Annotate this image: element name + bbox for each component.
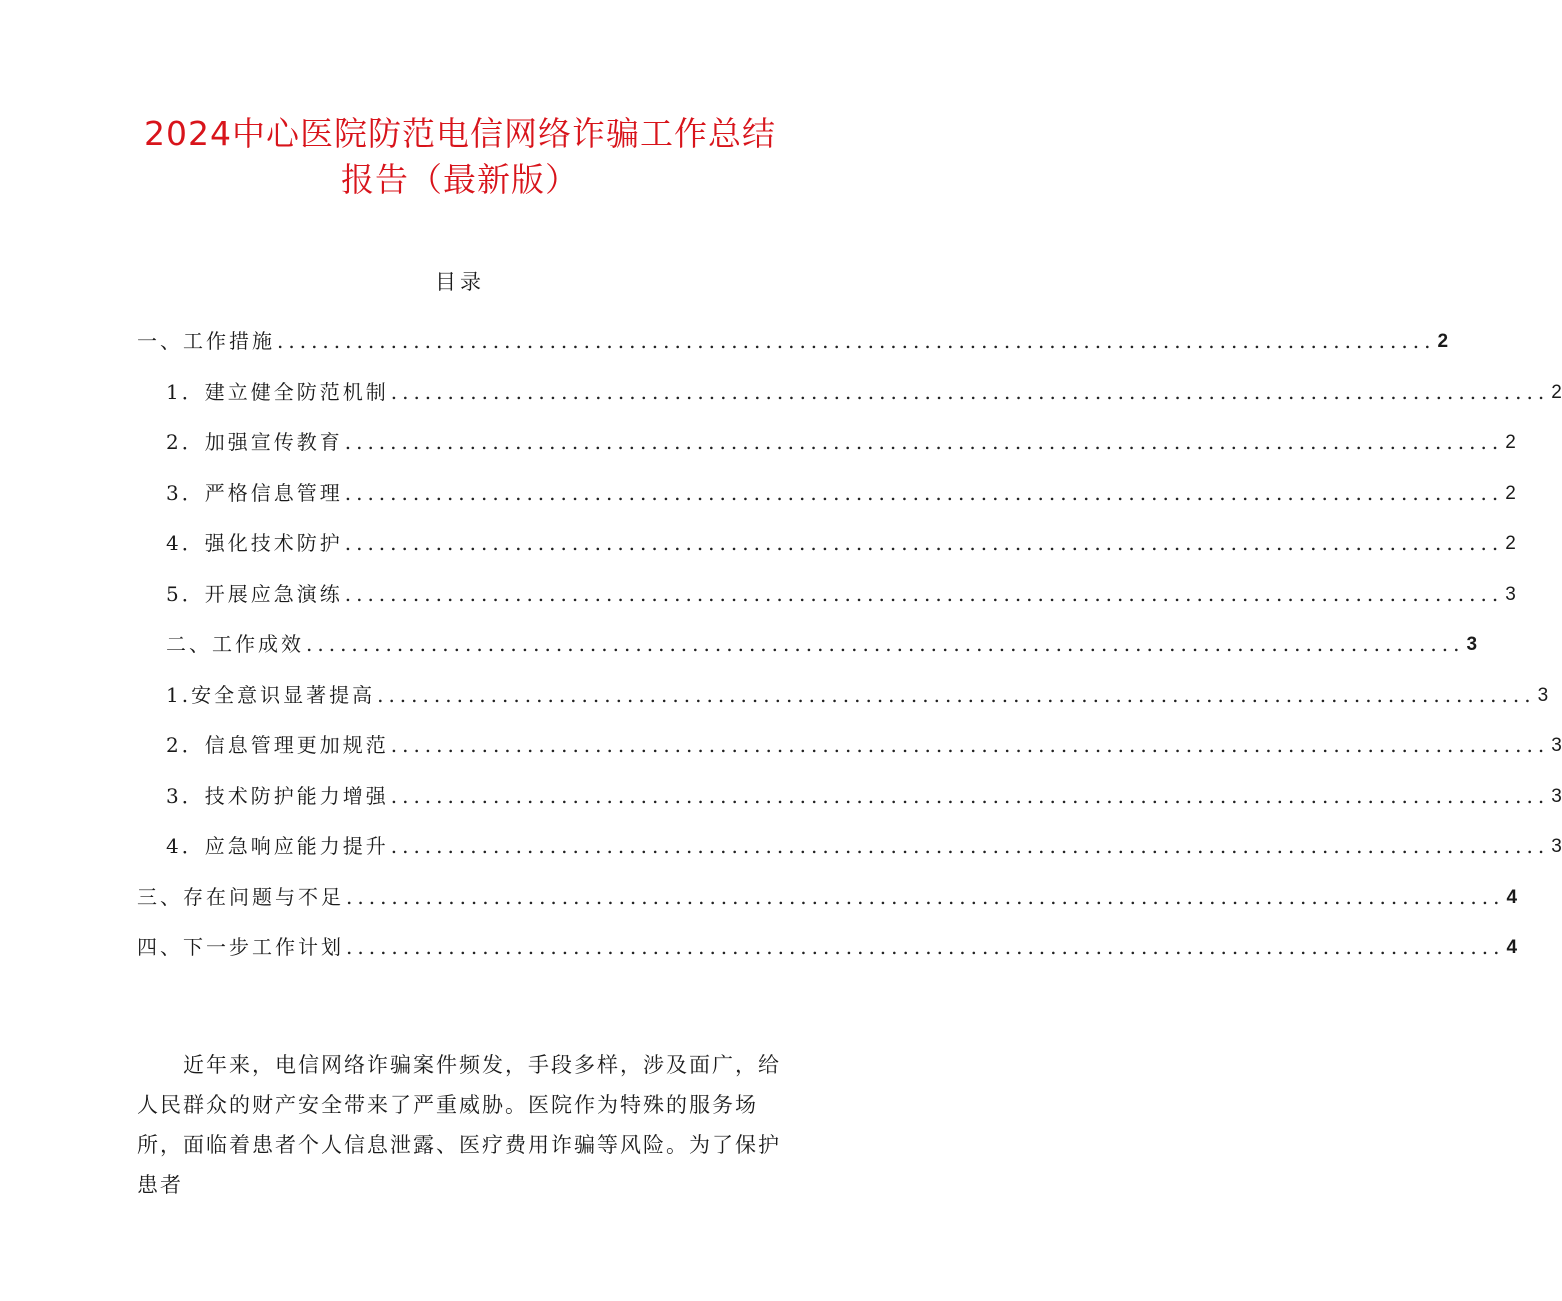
toc-entry[interactable]: [166, 574, 1516, 606]
document-title-line-2: 报告（最新版）: [341, 160, 579, 199]
toc-entry-label: 2．加强宣传教育: [166, 430, 343, 454]
toc-leader-dots: ......................................................................................................: [346, 935, 1505, 959]
toc-leader-dots: ......................................................................................................: [277, 329, 1436, 353]
toc-leader-dots: ......................................................................................................: [344, 582, 1504, 606]
toc-leader-dots: ......................................................................................................: [390, 784, 1550, 808]
toc-leader-dots: ......................................................................................................: [306, 632, 1465, 656]
toc-leader-dots: ......................................................................................................: [344, 531, 1504, 555]
toc-entry-label: 4．应急响应能力提升: [166, 834, 389, 858]
toc-entry-label: 1.安全意识显著提高: [166, 683, 376, 707]
toc-entry[interactable]: [137, 877, 1518, 909]
toc-entry[interactable]: [166, 523, 1516, 555]
toc-entry[interactable]: [137, 321, 1449, 353]
toc-entry[interactable]: [166, 422, 1516, 454]
toc-entry-page: 3: [1537, 685, 1549, 706]
toc-entry[interactable]: [166, 624, 1478, 656]
toc-entry-label: 1．建立健全防范机制: [166, 380, 389, 404]
toc-entry-page: 3: [1551, 735, 1562, 756]
toc-entry-page: 2: [1505, 533, 1516, 554]
toc-entry-page: 2: [1505, 432, 1516, 453]
toc-leader-dots: ......................................................................................................: [346, 885, 1505, 909]
toc-entry-page: 3: [1466, 634, 1478, 655]
toc-entry-label: 5．开展应急演练: [166, 582, 343, 606]
toc-leader-dots: ......................................................................................................: [344, 430, 1504, 454]
toc-leader-dots: ......................................................................................................: [344, 481, 1504, 505]
toc-entry-label: 三、存在问题与不足: [137, 885, 344, 909]
toc-entry-label: 4．强化技术防护: [166, 531, 343, 555]
toc-entry-page: 3: [1505, 584, 1516, 605]
toc-leader-dots: ......................................................................................................: [377, 683, 1536, 707]
toc-entry-page: 4: [1506, 887, 1518, 908]
toc-entry[interactable]: [166, 372, 1562, 404]
toc-entry[interactable]: [166, 725, 1562, 757]
toc-entry[interactable]: [137, 927, 1518, 959]
toc-entry-page: 2: [1437, 331, 1449, 352]
toc-entry-label: 四、下一步工作计划: [137, 935, 344, 959]
toc-heading: 目录: [435, 270, 485, 294]
toc-entry-label: 一、工作措施: [137, 329, 275, 353]
toc-entry-label: 3．严格信息管理: [166, 481, 343, 505]
toc-entry-page: 4: [1506, 937, 1518, 958]
toc-entry[interactable]: [166, 826, 1562, 858]
toc-entry-page: 3: [1551, 836, 1562, 857]
toc-leader-dots: ......................................................................................................: [390, 733, 1550, 757]
toc-entry[interactable]: [166, 473, 1516, 505]
toc-entry-label: 二、工作成效: [166, 632, 304, 656]
toc-entry-label: 3．技术防护能力增强: [166, 784, 389, 808]
toc-entry-page: 3: [1551, 786, 1562, 807]
toc-entry[interactable]: [166, 776, 1562, 808]
toc-leader-dots: ......................................................................................................: [390, 834, 1550, 858]
toc-entry-label: 2．信息管理更加规范: [166, 733, 389, 757]
toc-leader-dots: ......................................................................................................: [390, 380, 1550, 404]
toc-entry[interactable]: [166, 675, 1549, 707]
document-title-line-1: 2024中心医院防范电信网络诈骗工作总结: [144, 114, 776, 153]
toc-entry-page: 2: [1505, 483, 1516, 504]
body-paragraph: 近年来，电信网络诈骗案件频发，手段多样，涉及面广，给人民群众的财产安全带来了严重威胁。医院作为特殊的服务场所，面临着患者个人信息泄露、医疗费用诈骗等风险。为了保护患者: [137, 1053, 781, 1197]
toc-entry-page: 2: [1551, 382, 1562, 403]
